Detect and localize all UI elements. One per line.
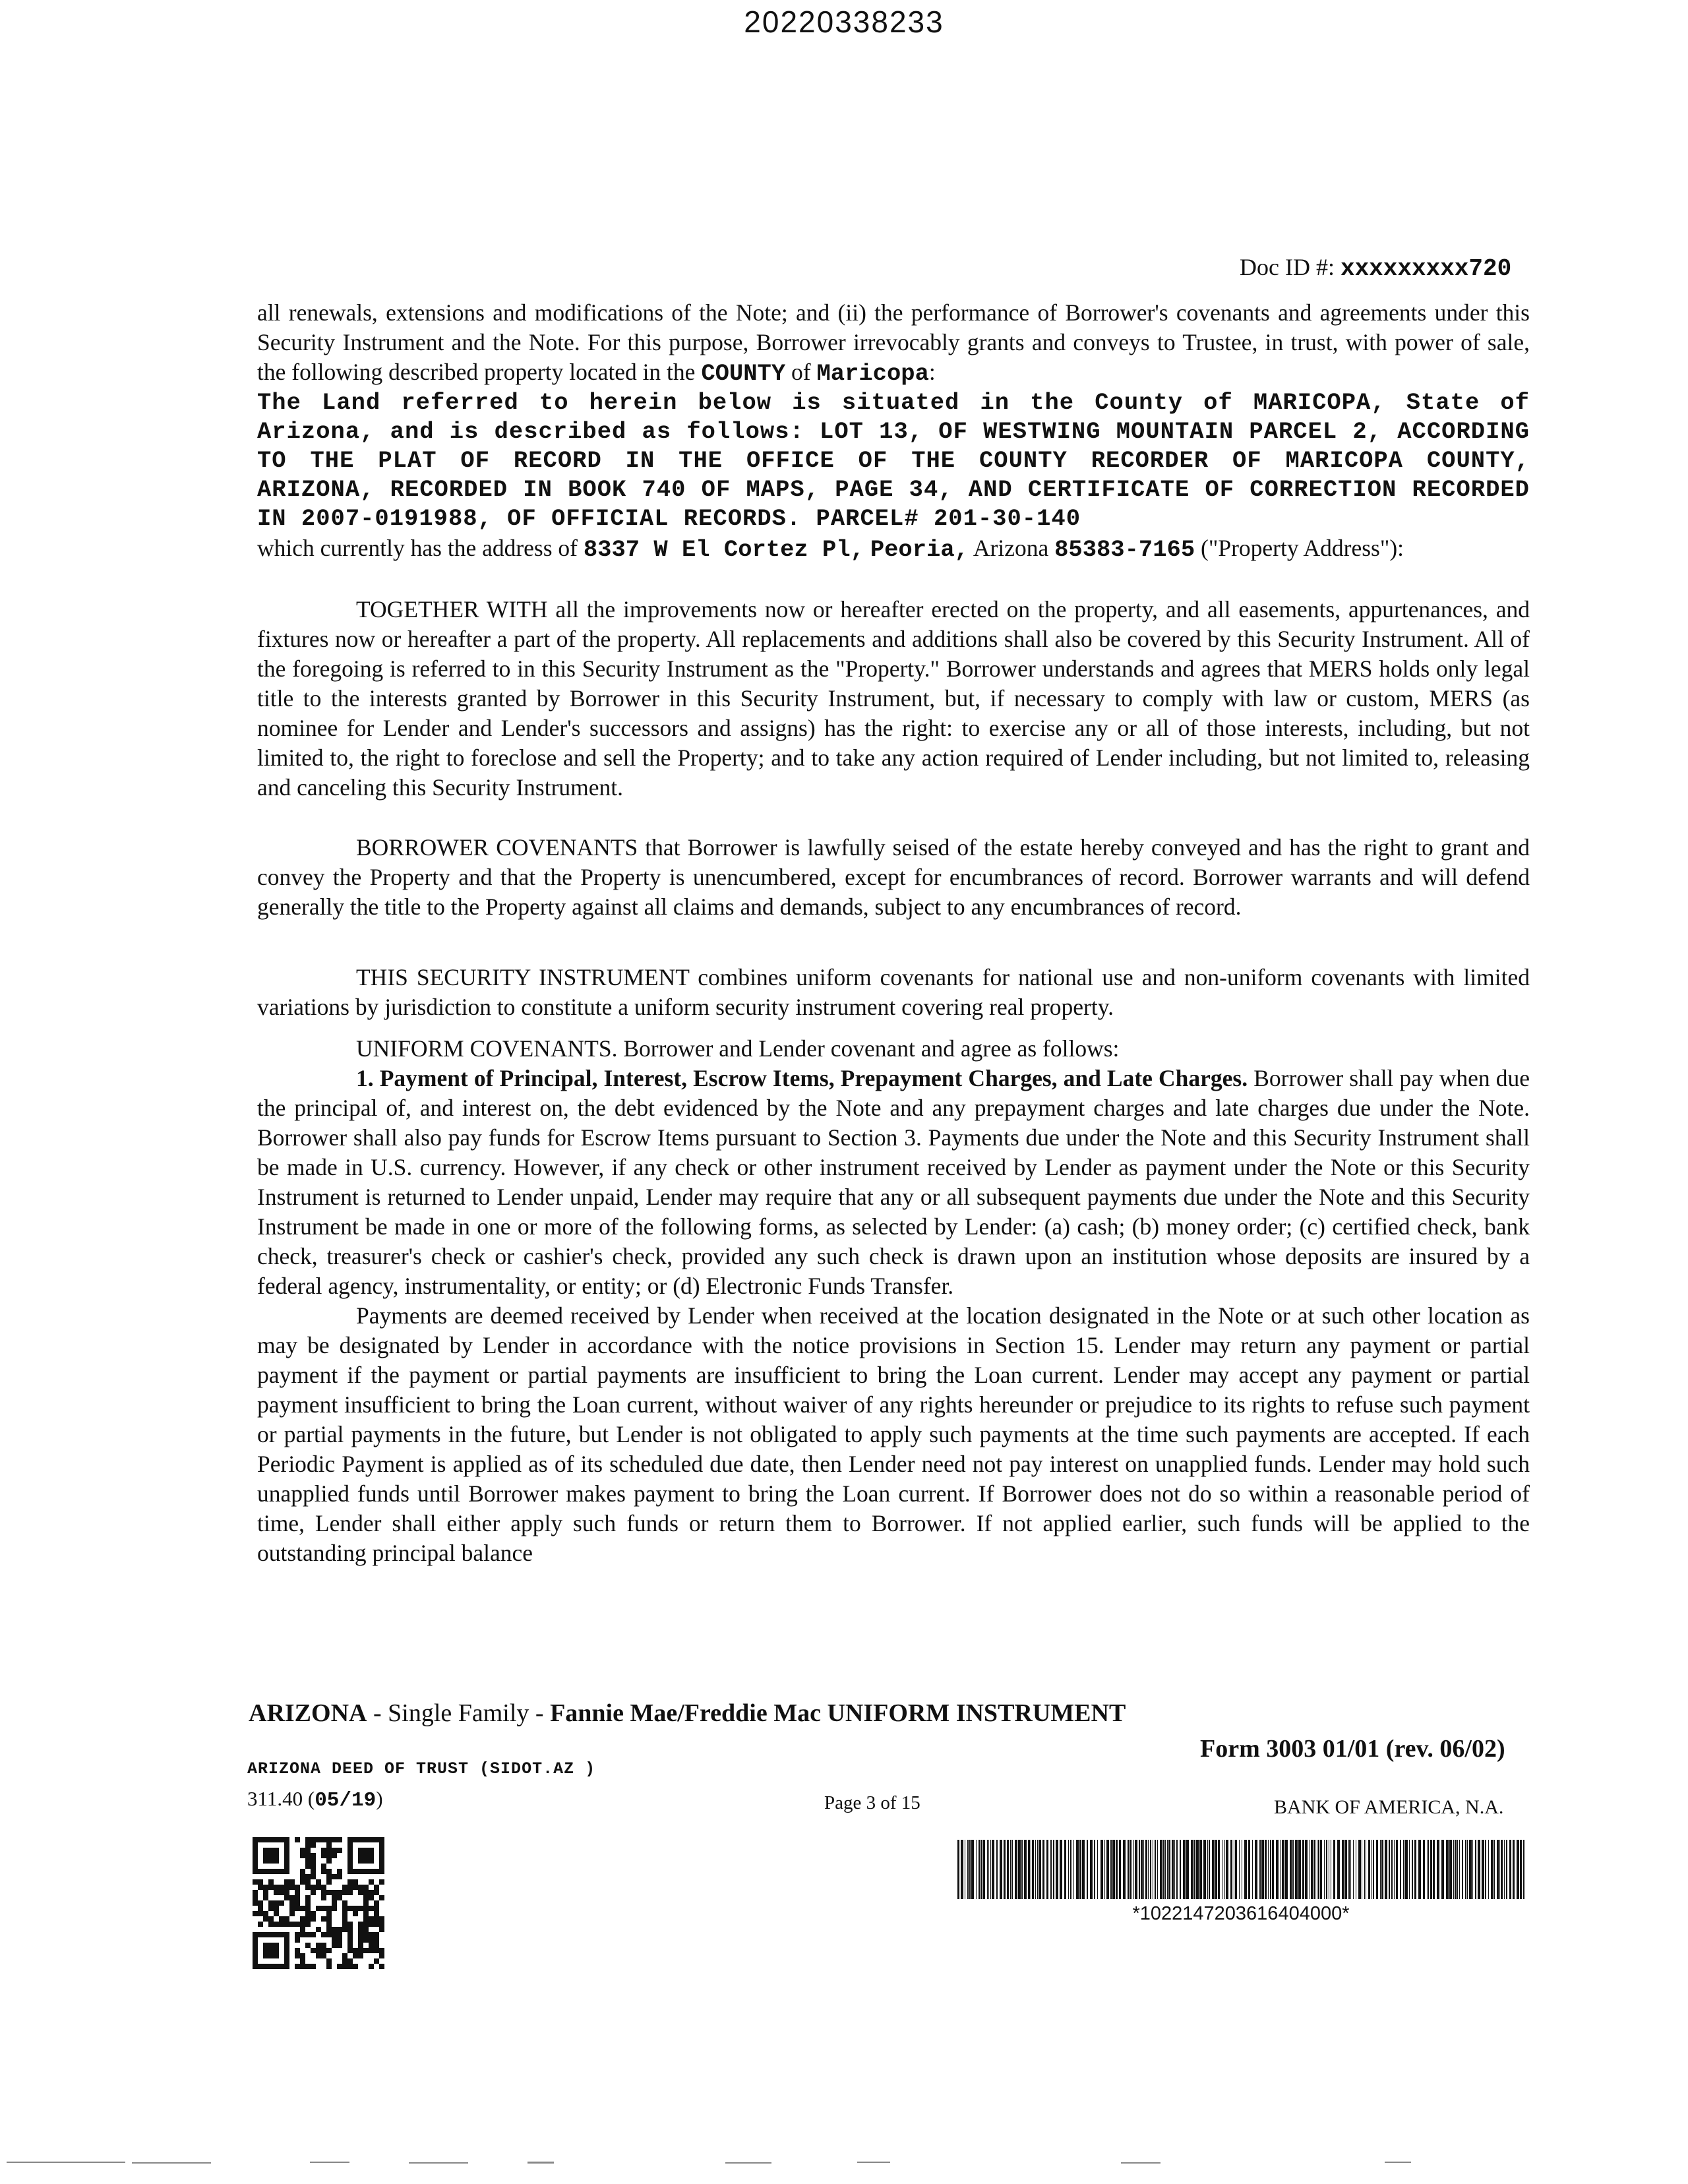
paragraph-borrower-covenants: BORROWER COVENANTS that Borrower is lawfully seised of the estate hereby conveyed and has the right to grant and convey the Property and that the Property is unencumbered, except for encumbrances of record. Borrower warrants and will defend generally the title to the Property against all claims and demands, subject to any encumbrances of record. — [257, 834, 1530, 920]
address-zip: 85383-7165 — [1054, 536, 1195, 563]
county-of: of — [791, 359, 811, 385]
county-label: COUNTY — [701, 360, 786, 387]
footer-title — [249, 1699, 1126, 1728]
revision-prefix: 311.40 ( — [247, 1787, 315, 1810]
footer-state: ARIZONA — [249, 1699, 367, 1727]
property-address-line — [257, 533, 1530, 564]
doc-id — [1240, 253, 1511, 282]
doc-id-value: xxxxxxxxx720 — [1340, 255, 1512, 282]
address-city: Peoria, — [870, 536, 969, 563]
document-body — [257, 298, 1530, 1568]
form-number: Form 3003 01/01 (rev. 06/02) — [1200, 1735, 1505, 1763]
intro-text: all renewals, extensions and modifications of the Note; and (ii) the performance of Borrower's covenants and agreements under this Security Instrument and the Note. For this purpose, Borrower irrevocably grants and conveys to Trustee, in trust, with power of sale, the following described property located in the — [257, 299, 1530, 385]
record-number: 20220338233 — [744, 5, 944, 39]
section-1-heading: 1. Payment of Principal, Interest, Escrow Items, Prepayment Charges, and Late Charges. — [356, 1065, 1248, 1091]
footer-doc-code: ARIZONA DEED OF TRUST (SIDOT.AZ ) — [247, 1759, 596, 1778]
doc-id-label: Doc ID #: — [1240, 254, 1335, 280]
section-1 — [257, 1064, 1530, 1301]
qr-code — [253, 1837, 384, 1969]
address-suffix: ("Property Address"): — [1201, 535, 1404, 561]
paragraph-uniform-covenants: UNIFORM COVENANTS. Borrower and Lender covenant and agree as follows: — [356, 1035, 1120, 1062]
address-street: 8337 W El Cortez Pl, — [583, 536, 864, 563]
page-number: Page 3 of 15 — [824, 1792, 920, 1813]
footer-uniform: Fannie Mae/Freddie Mac UNIFORM INSTRUMENT — [550, 1699, 1126, 1727]
revision-date: 05/19 — [315, 1789, 377, 1812]
address-prefix: which currently has the address of — [257, 535, 578, 561]
section-1-text: Borrower shall pay when due the principal of, and interest on, the debt evidenced by the Note and any prepayment charges and late charges due under the Note. Borrower shall also pay funds for Escrow Items pursuant to Section 3. Payments due under the Note and this Security Instrument shall be made in U.S. currency. However, if any check or other instrument received by Lender as payment under the Note or this Security Instrument is returned to Lender unpaid, Lender may require that any or all subsequent payments due under the Note and this Security Instrument be made in one or more of the following forms, as selected by Lender: (a) cash; (b) money order; (c) certified check, bank check, treasurer's check or cashier's check, provided any such check is drawn upon an institution whose deposits are insured by a federal agency, instrumentality, or entity; or (d) Electronic Funds Transfer. — [257, 1065, 1530, 1299]
county-value: Maricopa — [816, 360, 929, 387]
legal-description: The Land referred to herein below is situated in the County of MARICOPA, State of Arizona, and is described as follows: LOT 13, OF WESTWING MOUNTAIN PARCEL 2, ACCORDING TO THE PLAT OF RECORD IN THE OFFICE OF THE COUNTY RECORDER OF MARICOPA COUNTY, ARIZONA, RECORDED IN BOOK 740 OF MAPS, PAGE 34, AND CERTIFICATE OF CORRECTION RECORDED IN 2007-0191988, OF OFFICIAL RECORDS. PARCEL# 201-30-140 — [257, 389, 1530, 532]
revision-suffix: ) — [376, 1787, 383, 1810]
lender-name: BANK OF AMERICA, N.A. — [1274, 1796, 1504, 1818]
paragraph-intro: all renewals, extensions and modifications of the Note; and (ii) the performance of Borrower's covenants and agreements under this Security Instrument and the Note. For this purpose, Borrower irrevocably grants and conveys to Trustee, in trust, with power of sale, the following described property located in the COUNTY of Maricopa: — [257, 299, 1530, 387]
paragraph-security-instrument: THIS SECURITY INSTRUMENT combines uniform covenants for national use and non-uniform covenants with limited variations by jurisdiction to constitute a uniform security instrument covering real property. — [257, 964, 1530, 1020]
barcode-text: *1022147203616404000* — [1132, 1903, 1350, 1924]
paragraph-payments-deemed: Payments are deemed received by Lender when received at the location designated in the Note or at such other location as may be designated by Lender in accordance with the notice provisions in Section 15. Lender may return any payment or partial payment if the payment or partial payments are insufficient to bring the Loan current. Lender may accept any payment or partial payment insufficient to bring the Loan current, without waiver of any rights hereunder or prejudice to its rights to refuse such payment or partial payments in the future, but Lender is not obligated to apply such payments at the time such payments are accepted. If each Periodic Payment is applied as of its scheduled due date, then Lender need not pay interest on unapplied funds. Lender may hold such unapplied funds until Borrower makes payment to bring the Loan current. If Borrower does not do so within a reasonable period of time, Lender shall either apply such funds or return them to Borrower. If not applied earlier, such funds will be applied to the outstanding principal balance — [257, 1302, 1530, 1566]
footer-revision — [247, 1787, 383, 1812]
scan-noise — [0, 2156, 1688, 2169]
barcode — [957, 1840, 1524, 1899]
paragraph-together-with: TOGETHER WITH all the improvements now or hereafter erected on the property, and all easements, appurtenances, and fixtures now or hereafter a part of the property. All replacements and additions shall also be covered by this Security Instrument. All of the foregoing is referred to in this Security Instrument as the "Property." Borrower understands and agrees that MERS holds only legal title to the interests granted by Borrower in this Security Instrument, but, if necessary to comply with law or custom, MERS (as nominee for Lender and Lender's successors and assigns) has the right: to exercise any or all of those interests, including, but not limited to, the right to foreclose and sell the Property; and to take any action required of Lender including, but not limited to, releasing and canceling this Security Instrument. — [257, 596, 1530, 801]
address-state: Arizona — [973, 535, 1049, 561]
footer-family: - Single Family - — [367, 1699, 551, 1727]
